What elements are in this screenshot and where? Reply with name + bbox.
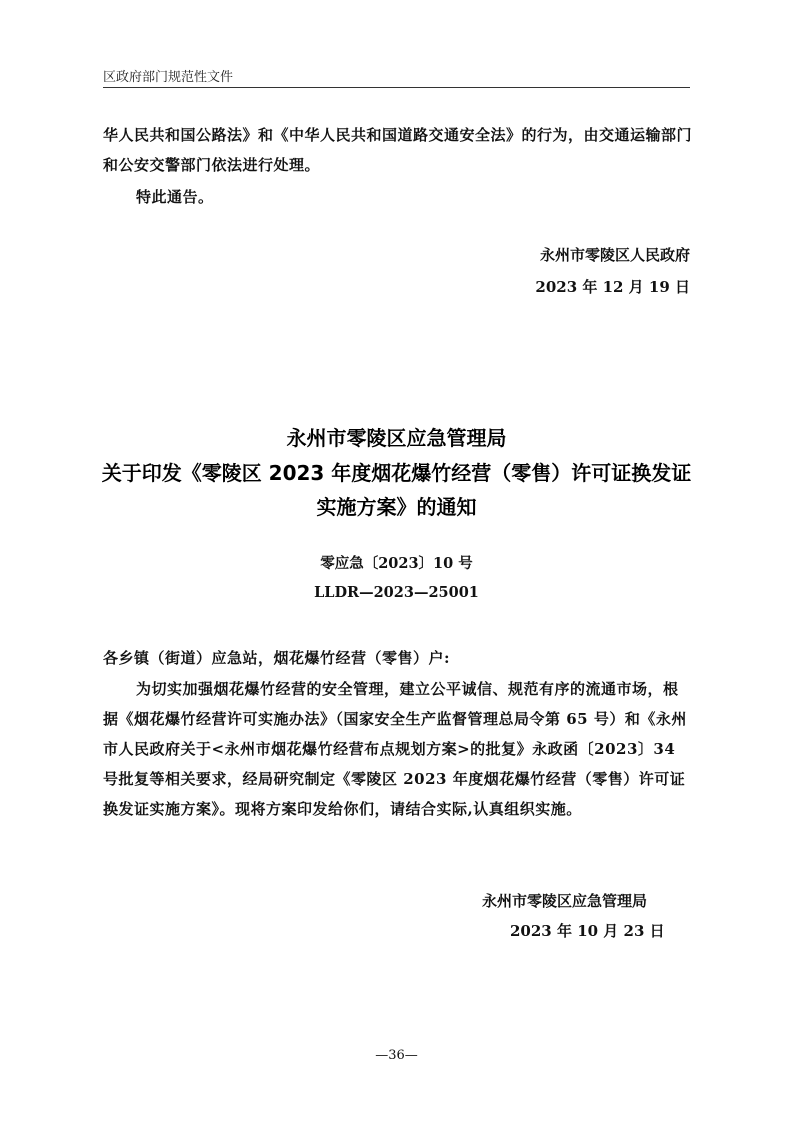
- doc-date: 2023 年 10 月 23 日: [510, 922, 665, 940]
- header-divider: [103, 87, 690, 88]
- registration-number: LLDR—2023—25001: [314, 584, 479, 601]
- notice-closing: 特此通告。: [136, 188, 214, 206]
- page-number: —36—: [375, 1048, 418, 1063]
- body-paragraph: 为切实加强烟花爆竹经营的安全管理，建立公平诚信、规范有序的流通市场，根据《烟花爆竹经营许可实施办法》（国家安全生产监督管理总局令第 65 号）和《永州市人民政府关于<永州市烟花爆竹经营布点规划方案>的批复》永政函〔2023〕34 号批复等相关要求，经局研究制定《零陵区 2023 年度烟花爆竹经营（零售）许可证换发证实施方案》。现将方案印发给你们，请结合实际,认真组织实施。: [103, 680, 687, 818]
- document-header-label: 区政府部门规范性文件: [103, 70, 234, 85]
- doc-title-line-3: 实施方案》的通知: [316, 495, 477, 519]
- notice-date: 2023 年 12 月 19 日: [535, 278, 690, 296]
- doc-issuer: 永州市零陵区应急管理局: [482, 892, 648, 910]
- doc-title-line-1: 永州市零陵区应急管理局: [286, 426, 507, 450]
- doc-number: 零应急〔2023〕10 号: [320, 555, 473, 572]
- salutation: 各乡镇（街道）应急站，烟花爆竹经营（零售）户:: [103, 649, 451, 667]
- doc-title-line-2: 关于印发《零陵区 2023 年度烟花爆竹经营（零售）许可证换发证: [101, 461, 692, 485]
- notice-paragraph-continuation: 华人民共和国公路法》和《中华人民共和国道路交通安全法》的行为，由交通运输部门和公安交警部门依法进行处理。: [103, 126, 693, 174]
- notice-issuer: 永州市零陵区人民政府: [539, 246, 690, 264]
